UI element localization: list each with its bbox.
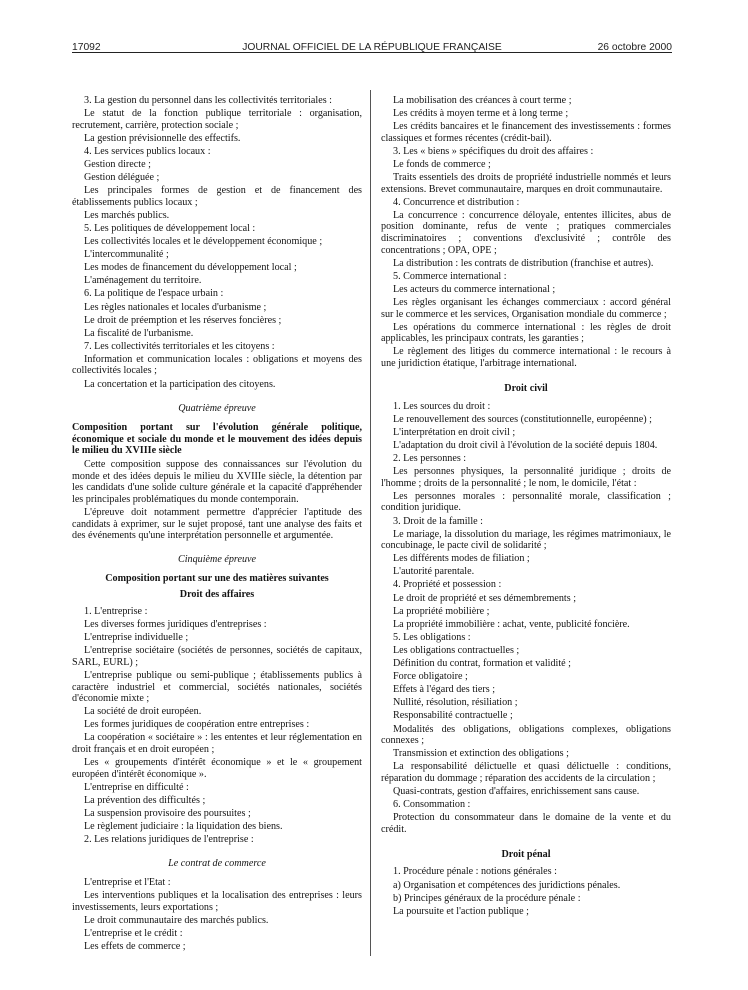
page-number: 17092 (72, 42, 101, 53)
paragraph: L'entreprise et le crédit : (84, 927, 183, 939)
paragraph: Information et communication locales : obligations et moyens des collectivités locales ; (72, 353, 362, 377)
paragraph: Les personnes physiques, la personnalité juridique ; droits de l'homme ; droits de la personnalité ; le nom, le domicile, l'état : (381, 466, 671, 489)
paragraph: Le statut de la fonction publique territoriale : organisation, recrutement, carrière, protection sociale ; (72, 108, 362, 131)
paragraph: Effets à l'égard des tiers ; (393, 684, 496, 696)
paragraph: Les modes de financement du développement local ; (84, 262, 297, 274)
paragraph: Transmission et extinction des obligations ; (393, 748, 569, 760)
paragraph: Les opérations du commerce international : les règles de droit applicables, les principaux contrats, les garanties ; (381, 321, 671, 345)
paragraph: Les diverses formes juridiques d'entreprises : (84, 619, 267, 631)
section-heading: Droit des affaires (179, 589, 255, 601)
paragraph: Cette composition suppose des connaissances sur l'évolution du monde et des idées depuis le milieu du XVIIIe siècle, la détention par les candidats d'une solide culture générale et la capacité d'appréhender les principales problématiques du monde contemporain. (72, 459, 362, 505)
paragraph: 5. Commerce international : (393, 270, 507, 282)
paragraph: Les différents modes de filiation ; (393, 553, 530, 565)
paragraph: L'adaptation du droit civil à l'évolution de la société depuis 1804. (393, 439, 658, 451)
paragraph: Le fonds de commerce ; (393, 158, 491, 170)
paragraph: L'entreprise et l'Etat : (84, 876, 171, 888)
paragraph: La concertation et la participation des citoyens. (84, 378, 276, 390)
paragraph: 6. Consommation : (393, 799, 471, 811)
paragraph: L'interprétation en droit civil ; (393, 426, 516, 438)
paragraph: Les effets de commerce ; (84, 940, 186, 952)
spacer (72, 392, 362, 403)
right-column (381, 95, 671, 919)
paragraph: La propriété mobilière ; (393, 605, 490, 617)
spacer (72, 870, 362, 877)
paragraph: Force obligatoire ; (393, 671, 468, 683)
paragraph: La distribution : les contrats de distribution (franchise et autres). (393, 257, 654, 269)
paragraph: 4. Les services publics locaux : (84, 145, 211, 157)
section-heading: Droit pénal (501, 848, 551, 860)
paragraph: a) Organisation et compétences des juridictions pénales. (393, 879, 621, 891)
paragraph: L'entreprise en difficulté : (84, 781, 189, 793)
paragraph: Les formes juridiques de coopération entre entreprises : (84, 719, 310, 731)
paragraph: Le renouvellement des sources (constitutionnelle, européenne) ; (393, 413, 652, 425)
paragraph: Le mariage, la dissolution du mariage, les régimes matrimoniaux, le concubinage, le pacte civil de solidarité ; (381, 528, 671, 552)
spacer (72, 847, 362, 858)
paragraph: 3. Les « biens » spécifiques du droit des affaires : (393, 145, 594, 157)
paragraph: Responsabilité contractuelle ; (393, 710, 513, 722)
paragraph: L'intercommunalité ; (84, 249, 169, 261)
paragraph: 2. Les personnes : (393, 453, 467, 465)
paragraph: Nullité, résolution, résiliation ; (393, 697, 518, 709)
paragraph: Les interventions publiques et la localisation des entreprises : leurs investissements, leurs exportations ; (72, 889, 362, 913)
paragraph: L'aménagement du territoire. (84, 275, 202, 287)
paragraph: 4. Propriété et possession : (393, 579, 502, 591)
section-heading: Composition portant sur une des matières suivantes (105, 572, 329, 584)
paragraph: La mobilisation des créances à court terme ; (393, 95, 572, 106)
paragraph: L'entreprise publique ou semi-publique ; établissements publics à caractère industriel et commercial, sociétés nationales, sociétés d'économie mixte ; (72, 669, 362, 705)
section-heading: Droit civil (504, 383, 548, 395)
paragraph: La société de droit européen. (84, 706, 202, 718)
paragraph: Les crédits à moyen terme et à long terme ; (393, 108, 569, 120)
spacer (381, 837, 671, 849)
paragraph: La coopération « sociétaire » : les ententes et leur réglementation en droit français et en droit européen ; (72, 732, 362, 755)
paragraph: 5. Les obligations : (393, 631, 471, 643)
paragraph: La prévention des difficultés ; (84, 794, 206, 806)
paragraph: 3. La gestion du personnel dans les collectivités territoriales : (84, 95, 332, 106)
paragraph: Les obligations contractuelles ; (393, 644, 520, 656)
paragraph: La fiscalité de l'urbanisme. (84, 327, 194, 339)
spacer (72, 414, 362, 422)
paragraph: Le droit de propriété et ses démembrements ; (393, 592, 577, 604)
paragraph: 1. L'entreprise : (84, 605, 148, 617)
paragraph: Le droit de préemption et les réserves foncières ; (84, 314, 282, 326)
spacer (72, 543, 362, 554)
paragraph: Modalités des obligations, obligations complexes, obligations connexes ; (381, 723, 671, 747)
paragraph: Gestion directe ; (84, 158, 151, 170)
paragraph: La poursuite et l'action publique ; (393, 905, 529, 917)
spacer (381, 371, 671, 383)
paragraph: Les personnes morales : personnalité morale, classification ; condition juridique. (381, 490, 671, 514)
page-header (72, 28, 672, 53)
paragraph: Définition du contrat, formation et validité ; (393, 658, 571, 670)
paragraph: 5. Les politiques de développement local : (84, 222, 256, 234)
paragraph: La gestion prévisionnelle des effectifs. (84, 132, 241, 144)
paragraph: 3. Droit de la famille : (393, 515, 483, 527)
paragraph: 6. La politique de l'espace urbain : (84, 288, 224, 300)
spacer (72, 566, 362, 573)
paragraph: La suspension provisoire des poursuites ; (84, 807, 251, 819)
paragraph: Traits essentiels des droits de propriété industrielle nommés et leurs extensions. Brevet communautaire, marques en droit communautaire. (381, 172, 671, 195)
journal-title: JOURNAL OFFICIEL DE LA RÉPUBLIQUE FRANÇAISE (242, 42, 502, 53)
publication-date: 26 octobre 2000 (597, 42, 672, 53)
paragraph: 1. Les sources du droit : (393, 400, 491, 412)
paragraph: Le règlement judiciaire : la liquidation des biens. (84, 821, 283, 833)
paragraph: Les acteurs du commerce international ; (393, 283, 556, 295)
composition-title: Composition portant sur l'évolution générale politique, économique et sociale du monde et le mouvement des idées depuis le milieu du XVIIIe siècle (72, 422, 362, 457)
paragraph: Protection du consommateur dans le domaine de la vente et du crédit. (381, 812, 671, 835)
paragraph: 7. Les collectivités territoriales et les citoyens : (84, 340, 275, 352)
paragraph: L'entreprise individuelle ; (84, 632, 189, 644)
paragraph: Les principales formes de gestion et de financement des établissements publics locaux ; (72, 185, 362, 208)
paragraph: Les collectivités locales et le développement économique ; (84, 236, 323, 248)
paragraph: L'entreprise sociétaire (sociétés de personnes, sociétés de capitaux, SARL, EURL) ; (72, 645, 362, 668)
paragraph: Les crédits bancaires et le financement des investissements : formes classiques et formes récentes (crédit-bail). (381, 121, 671, 144)
left-column (72, 95, 362, 954)
paragraph: Le règlement des litiges du commerce international : le recours à une juridiction étatique, l'arbitrage international. (381, 346, 671, 369)
column-divider (370, 90, 371, 956)
paragraph: Les « groupements d'intérêt économique » et le « groupement européen d'intérêt économique ». (72, 757, 362, 780)
paragraph: b) Principes généraux de la procédure pénale : (393, 892, 581, 904)
paragraph: Quasi-contrats, gestion d'affaires, enrichissement sans cause. (393, 785, 640, 797)
paragraph: Gestion déléguée ; (84, 172, 160, 184)
paragraph: 2. Les relations juridiques de l'entreprise : (84, 834, 254, 846)
section-subtitle: Cinquième épreuve (177, 554, 257, 566)
paragraph: La concurrence : concurrence déloyale, ententes illicites, abus de position dominante, refus de vente ; pratiques commerciales discriminatoires ; conventions d'exclusivité ; contrôle des concentrations ; OPA, OPE ; (381, 209, 671, 256)
paragraph: 4. Concurrence et distribution : (393, 196, 520, 208)
paragraph: 1. Procédure pénale : notions générales : (393, 866, 557, 878)
paragraph: La propriété immobilière : achat, vente, publicité foncière. (393, 618, 630, 630)
paragraph: La responsabilité délictuelle et quasi délictuelle : conditions, réparation du dommage ; réparation des accidents de la circulation ; (381, 761, 671, 784)
paragraph: Les règles nationales et locales d'urbanisme ; (84, 301, 267, 313)
section-subtitle: Quatrième épreuve (178, 402, 256, 414)
paragraph: Les marchés publics. (84, 209, 170, 221)
paragraph: Le droit communautaire des marchés publics. (84, 914, 269, 926)
paragraph: L'autorité parentale. (393, 566, 475, 578)
section-subtitle: Le contrat de commerce (168, 858, 266, 870)
paragraph: L'épreuve doit notamment permettre d'apprécier l'aptitude des candidats à exprimer, sur le sujet proposé, tant une analyse des faits et des événements qu'une interprétation personnelle et argumentée. (72, 506, 362, 542)
paragraph: Les règles organisant les échanges commerciaux : accord général sur le commerce et les services, Organisation mondiale du commerce ; (381, 297, 671, 320)
